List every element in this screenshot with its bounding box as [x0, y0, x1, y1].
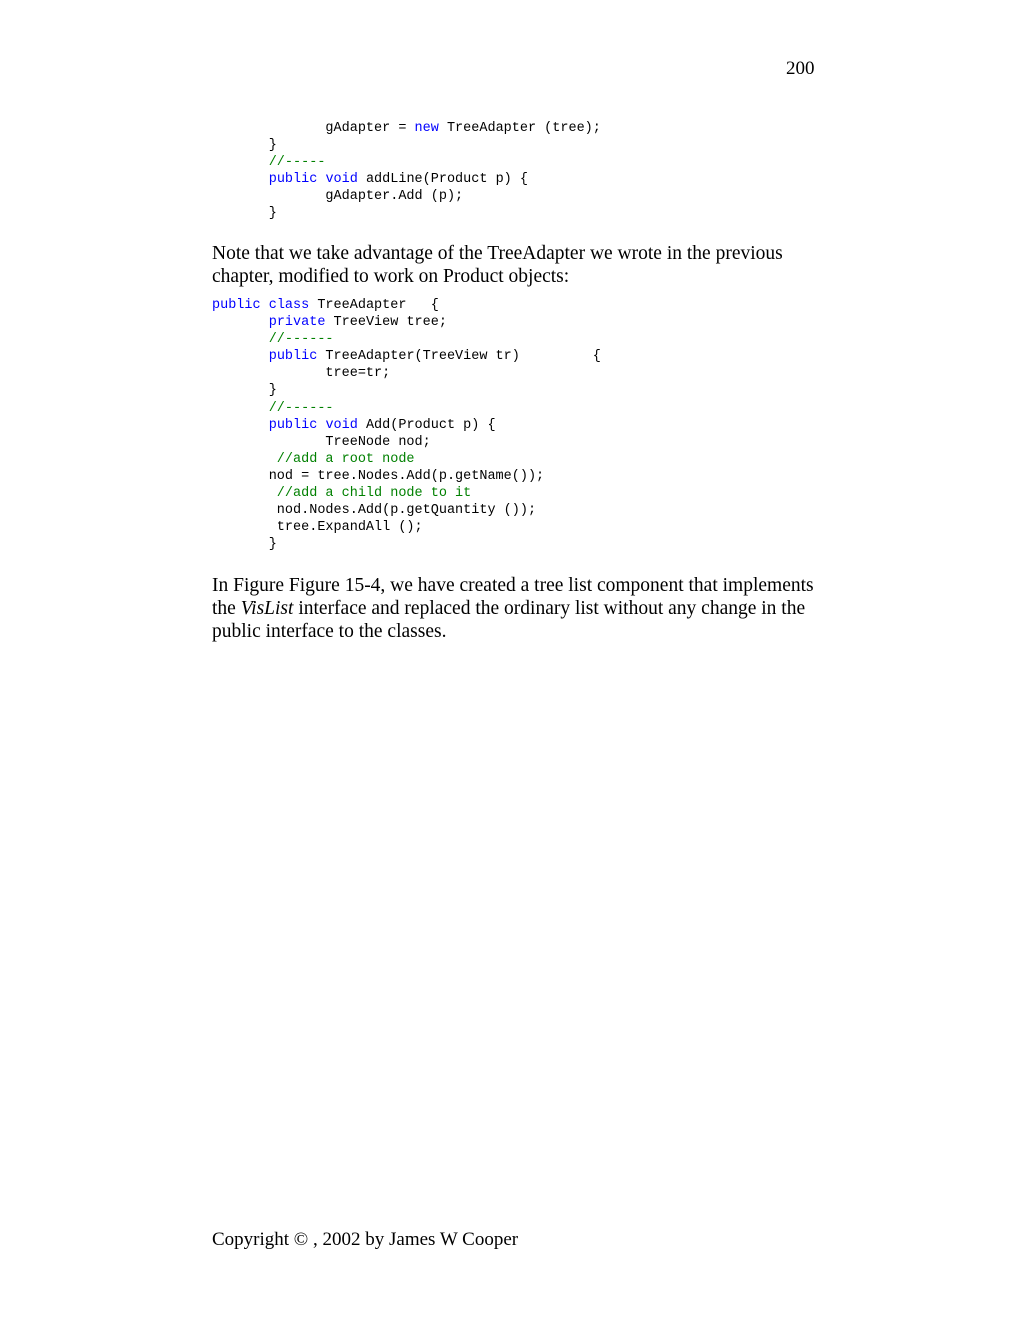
- code-line: [212, 468, 601, 485]
- code-keyword: private: [268, 315, 326, 331]
- code-line: [212, 348, 601, 365]
- code-line: [212, 297, 601, 314]
- page-number: 200: [786, 58, 815, 79]
- code-line: [212, 137, 601, 154]
- code-line: [212, 451, 601, 468]
- code-line: [212, 519, 601, 536]
- code-line: [212, 485, 601, 502]
- paragraph-2-text-after: interface and replaced the ordinary list without any change in the public interface to the classes.: [212, 598, 806, 642]
- code-block-1: [212, 120, 601, 223]
- code-keyword: public: [268, 417, 318, 433]
- paragraph-2-text-before: In Figure Figure 15-4, we have created a tree list component that implements the: [212, 575, 814, 619]
- code-line: [212, 154, 601, 171]
- paragraph-2: [212, 574, 822, 643]
- code-comment: //------: [212, 332, 334, 348]
- copyright-footer: Copyright © , 2002 by James W Cooper: [212, 1229, 519, 1250]
- code-line: [212, 331, 601, 348]
- code-keyword: public: [268, 349, 318, 365]
- code-text: }: [212, 537, 277, 553]
- code-line: [212, 314, 601, 331]
- vislist-term: VisList: [240, 598, 294, 619]
- code-text: tree=tr;: [212, 366, 391, 382]
- code-text: }: [212, 138, 277, 154]
- code-line: [212, 365, 601, 382]
- code-text: tree.ExpandAll ();: [212, 520, 423, 536]
- code-line: [212, 188, 601, 205]
- code-text: Add(Product p) {: [357, 417, 496, 433]
- code-text: TreeAdapter {: [309, 298, 439, 313]
- code-keyword: public: [268, 172, 318, 188]
- code-keyword: new: [414, 121, 439, 136]
- code-text: addLine(Product p) {: [357, 172, 528, 188]
- code-line: [212, 536, 601, 553]
- code-text: [261, 298, 269, 313]
- code-comment: //add a child node to it: [212, 486, 472, 502]
- code-text: [212, 418, 269, 433]
- code-line: [212, 400, 601, 417]
- code-line: [212, 205, 601, 222]
- code-text: nod = tree.Nodes.Add(p.getName());: [212, 468, 545, 484]
- code-line: [212, 502, 601, 519]
- code-text: TreeAdapter (tree);: [438, 121, 601, 136]
- code-line: [212, 120, 601, 137]
- code-text: TreeView tree;: [325, 315, 447, 331]
- code-text: nod.Nodes.Add(p.getQuantity ());: [212, 503, 537, 519]
- code-keyword: class: [268, 298, 310, 313]
- code-text: TreeAdapter(TreeView tr) {: [317, 349, 601, 365]
- code-keyword: public: [212, 298, 261, 313]
- code-text: [212, 172, 269, 187]
- code-text: TreeNode nod;: [212, 434, 431, 450]
- code-line: [212, 171, 601, 188]
- code-comment: //-----: [212, 155, 326, 171]
- code-text: }: [212, 383, 277, 399]
- code-comment: //add a root node: [212, 451, 415, 467]
- code-text: }: [212, 206, 277, 222]
- code-keyword: void: [325, 417, 358, 433]
- code-text: [212, 349, 269, 364]
- code-text: [212, 315, 269, 330]
- code-line: [212, 434, 601, 451]
- code-keyword: void: [325, 172, 358, 188]
- code-line: [212, 417, 601, 434]
- paragraph-1: Note that we take advantage of the TreeAdapter we wrote in the previous chapter, modified to work on Product objects:: [212, 243, 783, 287]
- code-line: [212, 382, 601, 399]
- code-text: gAdapter =: [212, 121, 415, 136]
- code-text: gAdapter.Add (p);: [212, 189, 464, 205]
- code-comment: //------: [212, 400, 334, 416]
- code-block-2: [212, 297, 601, 553]
